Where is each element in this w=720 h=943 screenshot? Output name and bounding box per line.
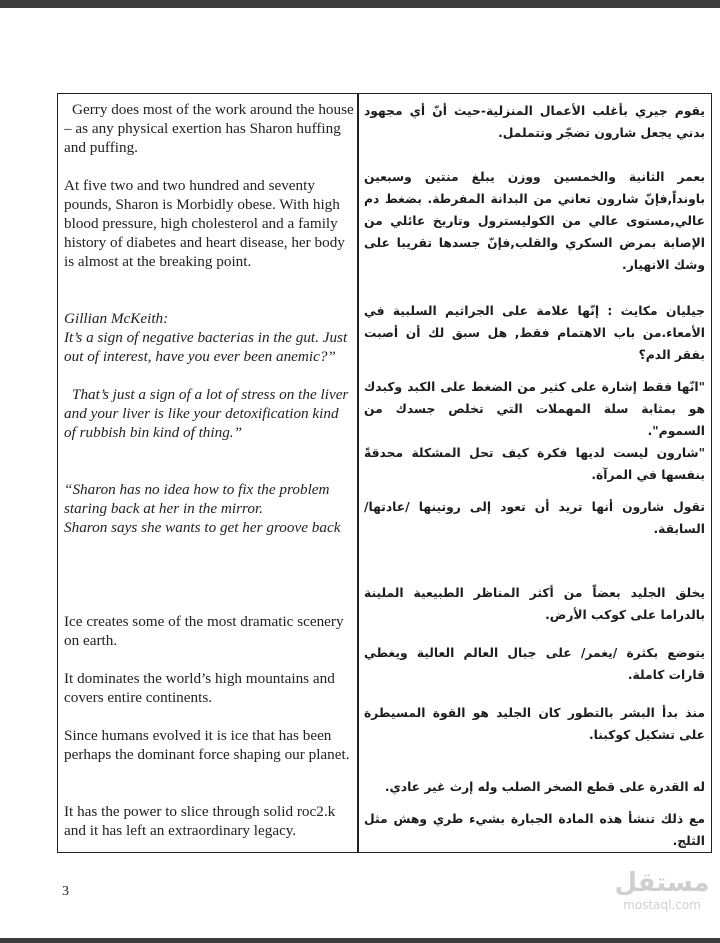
english-paragraph-8: It dominates the world’s high mountains and covers entire continents. [64,670,335,706]
english-paragraph-10: It has the power to slice through solid roc2.k and it has left an extraordinary legacy. [64,803,336,839]
viewer-bottom-bar [0,938,720,943]
arabic-paragraph-5: "شارون ليست لديها فكرة كيف تحل المشكلة محدقةً بنفسها في المرآة. [364,446,705,482]
english-paragraph-4: That’s just a sign of a lot of stress on the liver and your liver is like your detoxification kind of rubbish bin kind of thing.” [64,386,349,441]
arabic-paragraph-11: مع ذلك تنشأ هذه المادة الجبارة بشيء طري وهش مثل الثلج. [364,812,705,848]
arabic-paragraph-7: يخلق الجليد بعضاً من أكثر المناظر الطبيعية الملينة بالدراما على كوكب الأرض. [364,586,705,622]
viewer-top-bar [0,0,720,8]
arabic-paragraph-4: "انّها فقط إشارة على كثير من الضغط على الكبد وكبدك هو بمثابة سلة المهملات التي تخلص جسدك من السموم". [364,380,705,438]
english-paragraph-5: “Sharon has no idea how to fix the problem staring back at her in the mirror. [64,481,330,517]
english-paragraph-6: Sharon says she wants to get her groove back [64,519,341,536]
english-paragraph-3: It’s a sign of negative bacterias in the gut. Just out of interest, have you ever been anemic?” [64,329,348,365]
english-speaker: Gillian McKeith: [64,310,169,327]
watermark-text: mostaql.com [623,898,701,912]
english-paragraph-9: Since humans evolved it is ice that has been perhaps the dominant force shaping our planet. [64,727,350,763]
english-paragraph-1: Gerry does most of the work around the house – as any physical exertion has Sharon huffing and puffing. [64,101,354,156]
mostaql-watermark [612,868,712,928]
english-paragraph-2: At five two and two hundred and seventy pounds, Sharon is Morbidly obese. With high blood pressure, high cholesterol and a family history of diabetes and heart disease, her body is almost at the breaking point. [64,177,345,270]
arabic-paragraph-1: يقوم جيري بأغلب الأعمال المنزلية-حيث أنّ أي مجهود بدني يجعل شارون تضجّر وتتململ. [364,104,705,140]
arabic-paragraph-3: جيليان مكايث : إنّها علامة على الجراثيم السلبية في الأمعاء.من باب الاهتمام فقط, هل سبق لك أن أصبت بفقر الدم؟ [364,304,705,362]
column-divider [357,94,359,852]
arabic-paragraph-2: بعمر الثانية والخمسين ووزن يبلغ منتين وسبعين باونداً,فإنّ شارون تعاني من البدانة المفرطة. بضغط دم عالي,مستوى عالي من الكوليسترول وتاريخ عائلي من الإصابة بمرض السكري والقلب,فإنّ جسدها تقريبا على وشك الانهيار. [364,170,705,272]
page-number: 3 [62,884,69,899]
english-paragraph-7: Ice creates some of the most dramatic scenery on earth. [64,613,344,649]
watermark-logo: مستقل [614,868,710,898]
arabic-paragraph-10: له القدرة على قطع الصخر الصلب وله إرث غير عادي. [384,780,705,794]
arabic-paragraph-8: يتوضع بكثرة /يغمر/ على جبال العالم العالية ويغطي قارات كاملة. [364,646,705,682]
translation-table [57,93,712,853]
document-page [0,8,720,938]
arabic-paragraph-9: منذ بدأ البشر بالتطور كان الجليد هو القوة المسيطرة على تشكيل كوكبنا. [364,706,705,742]
arabic-paragraph-6: تقول شارون أنها تريد أن تعود إلى روتينها /عادتها/ السابقة. [364,500,705,536]
